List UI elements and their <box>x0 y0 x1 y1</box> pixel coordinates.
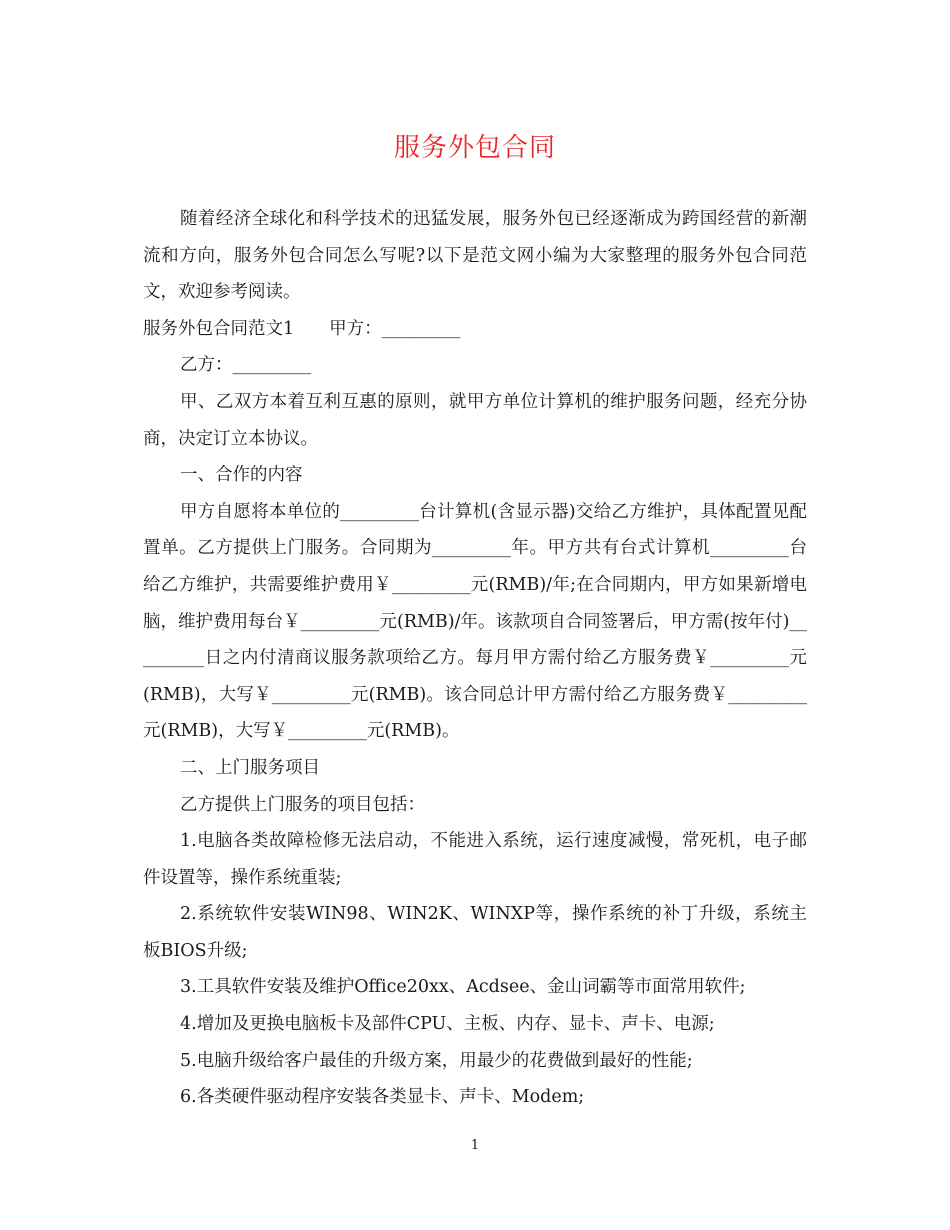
paragraph-party-b: 乙方：_________ <box>180 355 312 376</box>
page-number: 1 <box>470 1138 480 1153</box>
document-title: 服务外包合同 <box>393 133 556 163</box>
section-heading-cooperation: 一、合作的内容 <box>180 465 303 486</box>
list-item-service-6: 6.各类硬件驱动程序安装各类显卡、声卡、Modem; <box>180 1087 585 1108</box>
list-item-service-5: 5.电脑升级给客户最佳的升级方案，用最少的花费做到最好的性能; <box>180 1050 693 1071</box>
list-item-service-2: 2.系统软件安装WIN98、WIN2K、WINXP等，操作系统的补丁升级，系统主板BIOS升级; <box>143 904 807 961</box>
paragraph-service-intro: 乙方提供上门服务的项目包括： <box>180 794 425 815</box>
paragraph-sample-heading: 服务外包合同范文1 甲方：_________ <box>143 318 461 339</box>
list-item-service-3: 3.工具软件安装及维护Office20xx、Acdsee、金山词霸等市面常用软件; <box>180 977 746 998</box>
list-item-service-4: 4.增加及更换电脑板卡及部件CPU、主板、内存、显卡、声卡、电源; <box>180 1014 715 1035</box>
paragraph-cooperation-terms: 甲方自愿将本单位的_________台计算机(含显示器)交给乙方维护，具体配置见配置单。乙方提供上门服务。合同期为_________年。甲方共有台式计算机_________台给乙方维护，共需要维护费用￥_________元(RMB)/年;在合同期内，甲方如果新增电脑，维护费用每台￥_________元(RMB)/年。该款项自合同签署后，甲方需(按年付)_________日之内付清商议服务款项给乙方。每月甲方需付给乙方服务费￥_________元(RMB)，大写￥_________元(RMB)。该合同总计甲方需付给乙方服务费￥_________元(RMB)，大写￥_________元(RMB)。 <box>143 501 807 742</box>
list-item-service-1: 1.电脑各类故障检修无法启动，不能进入系统，运行速度减慢，常死机，电子邮件设置等，操作系统重装; <box>143 831 807 888</box>
document-body <box>143 201 807 1116</box>
paragraph-principle: 甲、乙双方本着互利互惠的原则，就甲方单位计算机的维护服务问题，经充分协商，决定订立本协议。 <box>143 391 807 449</box>
paragraph-intro: 随着经济全球化和科学技术的迅猛发展，服务外包已经逐渐成为跨国经营的新潮流和方向，服务外包合同怎么写呢?以下是范文网小编为大家整理的服务外包合同范文，欢迎参考阅读。 <box>143 209 807 303</box>
section-heading-onsite-service: 二、上门服务项目 <box>180 757 320 778</box>
